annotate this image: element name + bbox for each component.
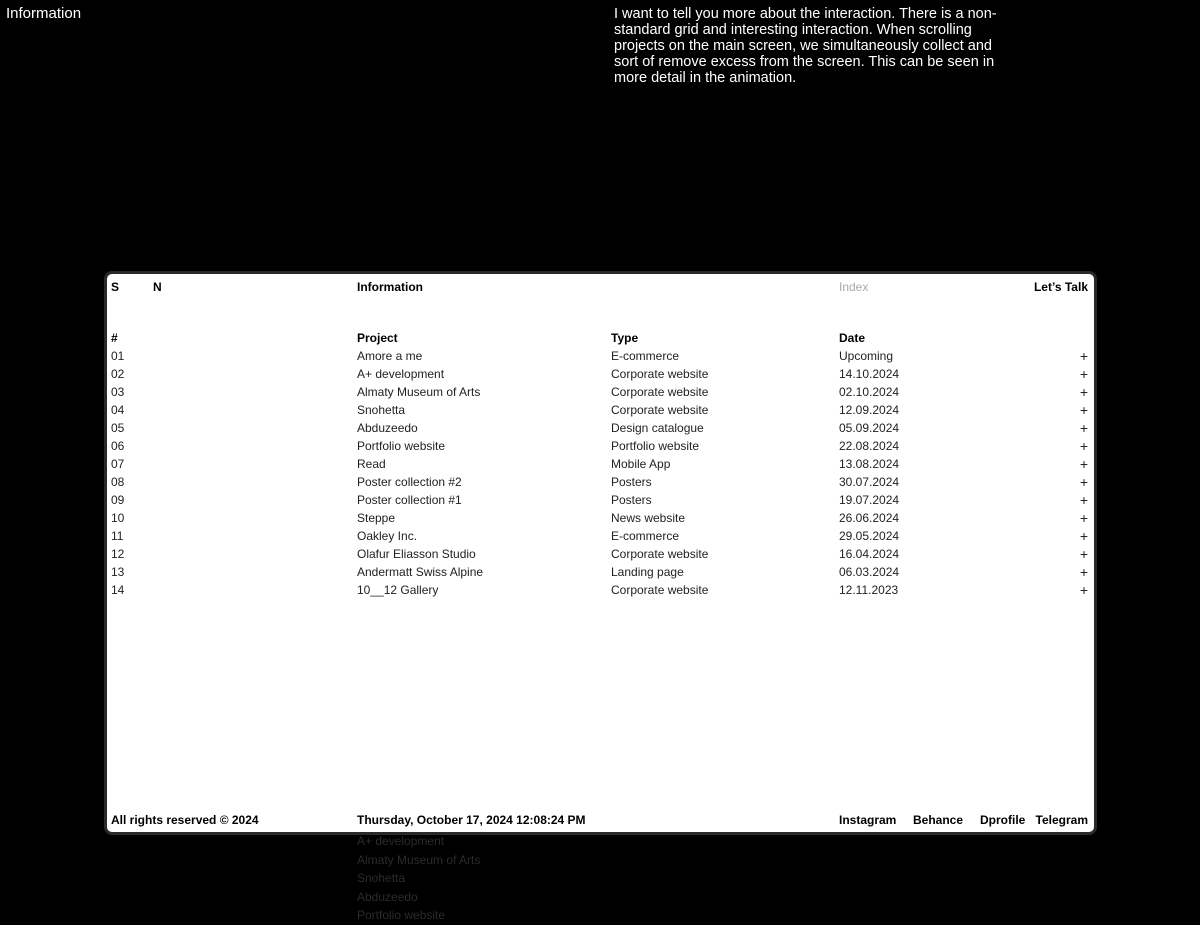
plus-icon[interactable]: + [1079,456,1088,472]
row-number: 10 [111,511,125,525]
row-number: 04 [111,403,125,417]
row-number: 13 [111,565,125,579]
intro-text: I want to tell you more about the interaction. There is a non-standard grid and interesting interaction. When scrolling projects on the main screen, we simultaneously collect and sort of remove excess from the screen. This can be seen in more detail in the animation. [614,6,997,86]
ghost-list-item: Snohetta [357,871,406,885]
row-project: Poster collection #1 [357,493,462,507]
row-type: Corporate website [611,385,709,399]
ghost-list-item: Abduzeedo [357,889,418,904]
row-number: 06 [111,439,125,453]
table-row[interactable] [107,457,1094,475]
plus-icon[interactable]: + [1079,348,1088,364]
plus-icon[interactable]: + [1079,438,1088,454]
header-type: Type [611,331,639,345]
plus-icon[interactable]: + [1079,492,1088,508]
row-project: Oakley Inc. [357,529,418,543]
row-type: News website [611,511,686,525]
footer [107,813,1094,831]
row-number: 08 [111,475,125,489]
table-row[interactable] [107,439,1094,457]
table-row[interactable] [107,421,1094,439]
top-information-label: Information [6,5,82,22]
plus-icon[interactable]: + [1079,546,1088,562]
table-row[interactable] [107,529,1094,547]
footer-dprofile-link[interactable]: Dprofile [980,813,1026,827]
row-date: 12.11.2023 [839,583,899,597]
row-project: Poster collection #2 [357,475,462,489]
row-date: 16.04.2024 [839,547,900,561]
row-type: Posters [611,493,652,507]
row-number: 02 [111,367,125,381]
row-date: 12.09.2024 [839,403,900,417]
table-row[interactable] [107,547,1094,565]
table-header [107,331,1094,349]
row-type: Design catalogue [611,421,704,435]
row-date: 22.08.2024 [839,439,900,453]
table-row[interactable] [107,349,1094,367]
row-project: Abduzeedo [357,421,418,435]
row-number: 12 [111,547,125,561]
site-preview-card [104,271,1097,835]
row-type: Corporate website [611,403,709,417]
nav-index-link[interactable]: Index [839,280,869,294]
footer-rights: All rights reserved © 2024 [111,813,259,827]
row-project: Portfolio website [357,439,446,453]
row-date: 29.05.2024 [839,529,900,543]
row-date: 26.06.2024 [839,511,900,525]
row-project: Olafur Eliasson Studio [357,547,476,561]
table-row[interactable] [107,367,1094,385]
nav-n-link[interactable]: N [153,280,162,294]
table-row[interactable] [107,475,1094,493]
table-row[interactable] [107,565,1094,583]
row-type: Landing page [611,565,684,579]
row-number: 05 [111,421,125,435]
header-project: Project [357,331,398,345]
table-row[interactable] [107,385,1094,403]
row-number: 07 [111,457,125,471]
row-number: 14 [111,583,125,597]
nav-lets-talk-link[interactable]: Let’s Talk [1033,280,1088,294]
row-project: Steppe [357,511,396,525]
row-date: 02.10.2024 [839,385,900,399]
row-date: 05.09.2024 [839,421,900,435]
table-row[interactable] [107,583,1094,601]
row-number: 09 [111,493,125,507]
row-project: 10__12 Gallery [357,583,439,597]
table-row[interactable] [107,493,1094,511]
row-type: Corporate website [611,547,709,561]
row-number: 01 [111,349,125,363]
row-date: 30.07.2024 [839,475,900,489]
footer-instagram-link[interactable]: Instagram [839,813,897,827]
row-type: Mobile App [611,457,671,471]
footer-datetime: Thursday, October 17, 2024 12:08:24 PM [357,813,586,827]
row-date: 13.08.2024 [839,457,900,471]
row-number: 03 [111,385,125,399]
row-project: Amore a me [357,349,423,363]
plus-icon[interactable]: + [1079,582,1088,598]
footer-telegram-link[interactable]: Telegram [1035,813,1088,827]
header-date: Date [839,331,866,345]
row-date: 14.10.2024 [839,367,900,381]
table-row[interactable] [107,403,1094,421]
plus-icon[interactable]: + [1079,474,1088,490]
ghost-list-item: Almaty Museum of Arts [357,852,481,867]
plus-icon[interactable]: + [1079,510,1088,526]
plus-icon[interactable]: + [1079,564,1088,580]
row-number: 11 [111,529,124,543]
row-date: 19.07.2024 [839,493,900,507]
row-project: A+ development [357,367,445,381]
ghost-list-item: A+ development [357,834,445,848]
row-type: Posters [611,475,652,489]
ghost-list-item: Portfolio website [357,908,446,922]
top-nav [107,280,1094,298]
nav-information-link[interactable]: Information [357,280,423,294]
row-project: Snohetta [357,403,406,417]
row-type: Corporate website [611,367,709,381]
row-type: Portfolio website [611,439,700,453]
row-date: 06.03.2024 [839,565,900,579]
row-type: Corporate website [611,583,709,597]
plus-icon[interactable]: + [1079,420,1088,436]
row-project: Read [357,457,386,471]
nav-s-link[interactable]: S [111,280,120,294]
project-table [107,349,1094,601]
footer-behance-link[interactable]: Behance [913,813,964,827]
plus-icon[interactable]: + [1079,528,1088,544]
plus-icon[interactable]: + [1079,402,1088,418]
row-project: Almaty Museum of Arts [357,385,481,399]
table-row[interactable] [107,511,1094,529]
header-number: # [111,331,118,345]
row-type: E-commerce [611,529,680,543]
ghost-list [357,832,480,925]
plus-icon[interactable]: + [1079,384,1088,400]
row-date: Upcoming [839,349,894,363]
plus-icon[interactable]: + [1079,366,1088,382]
row-type: E-commerce [611,349,680,363]
row-project: Andermatt Swiss Alpine [357,565,484,579]
